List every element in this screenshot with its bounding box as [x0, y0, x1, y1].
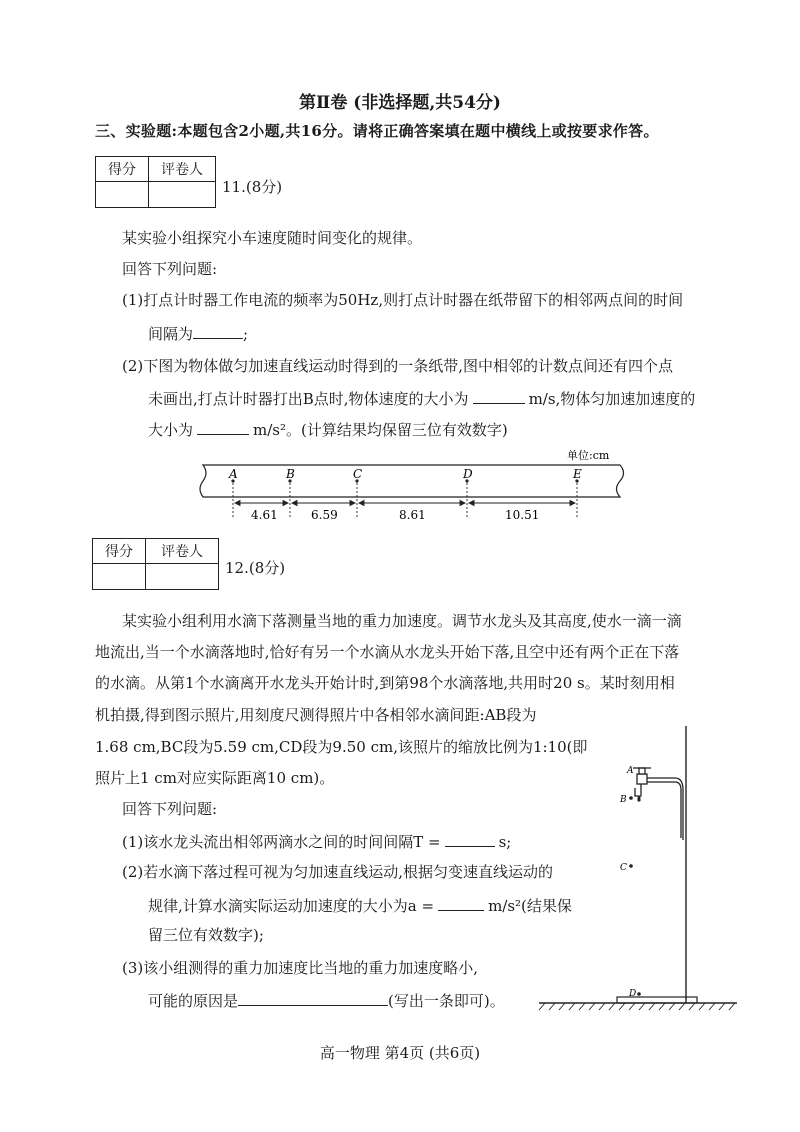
paper-tape-figure	[195, 445, 635, 525]
drop-label-b: B	[620, 795, 627, 805]
drop-label-d: D	[629, 989, 637, 999]
q11-sub1-text: 间隔为	[148, 325, 194, 343]
q11-answer-3-blank[interactable]	[197, 418, 249, 435]
ground-hatch	[539, 1003, 735, 1010]
q12-sub1-unit: s;	[498, 833, 512, 851]
q12-answer-2-blank[interactable]	[438, 894, 484, 911]
q11-prompt: 回答下列问题:	[122, 260, 218, 278]
q12-para-line3: 的水滴。从第1个水滴离开水龙头开始计时,到第98个水滴落地,共用时20 s。某时刻用相	[95, 674, 675, 692]
q11-answer-1-blank[interactable]	[193, 322, 243, 339]
page-footer: 高一物理 第4页 (共6页)	[319, 1044, 481, 1062]
grader-cell[interactable]	[149, 182, 216, 208]
score-box-q11	[95, 156, 216, 208]
drop-d	[637, 992, 641, 996]
q11-sub1-end: ;	[243, 325, 249, 343]
q12-sub2-unit: m/s²(结果保	[488, 897, 572, 915]
q11-sub1-line1: (1)打点计时器工作电流的频率为50Hz,则打点计时器在纸带留下的相邻两点间的时间	[122, 291, 684, 309]
tape-label-a: A	[229, 467, 238, 481]
grader-label: 评卷人	[146, 539, 219, 564]
q12-sub2-text: 规律,计算水滴实际运动加速度的大小为a =	[148, 897, 435, 915]
q12-sub2-line2	[148, 894, 572, 916]
q12-sub1-text: (1)该水龙头流出相邻两滴水之间的时间间隔T =	[122, 833, 441, 851]
q12-para-line1: 某实验小组利用水滴下落测量当地的重力加速度。调节水龙头及其高度,使水一滴一滴	[122, 612, 682, 630]
tape-distance-ab: 4.61	[251, 508, 278, 522]
q12-number: 12.(8分)	[225, 559, 286, 577]
drop-a-edge	[638, 797, 641, 800]
q11-sub2-text: 未画出,打点计时器打出B点时,物体速度的大小为	[148, 390, 469, 408]
score-cell[interactable]	[96, 182, 149, 208]
q11-number: 11.(8分)	[222, 178, 283, 196]
q12-sub2-line3: 留三位有效数字);	[148, 926, 264, 944]
q11-sub2-line1: (2)下图为物体做匀加速直线运动时得到的一条纸带,图中相邻的计数点间还有四个点	[122, 357, 674, 375]
q12-prompt: 回答下列问题:	[122, 800, 218, 818]
section-header: 三、实验题:本题包含2小题,共16分。请将正确答案填在题中横线上或按要求作答。	[95, 122, 659, 140]
q11-sub2-unit3: m/s²。(计算结果均保留三位有效数字)	[253, 421, 508, 439]
drop-b	[629, 796, 633, 800]
grader-cell[interactable]	[146, 564, 219, 590]
score-label: 得分	[93, 539, 146, 564]
score-label: 得分	[96, 157, 149, 182]
tape-label-d: D	[463, 467, 473, 481]
tape-label-e: E	[573, 467, 582, 481]
q12-sub3-text: 可能的原因是	[148, 992, 239, 1010]
q12-sub3-line2	[148, 989, 505, 1011]
drop-label-a: A	[627, 766, 634, 776]
score-box-q12	[92, 538, 219, 590]
q11-intro: 某实验小组探究小车速度随时间变化的规律。	[122, 229, 423, 247]
tape-label-c: C	[353, 467, 363, 481]
q11-sub1-line2	[148, 322, 248, 344]
q12-answer-3-blank[interactable]	[238, 989, 388, 1006]
tape-dimension-arrows	[235, 501, 575, 506]
q12-para-line6: 照片上1 cm对应实际距离10 cm)。	[95, 769, 335, 787]
drop-c	[629, 864, 633, 868]
grader-label: 评卷人	[149, 157, 216, 182]
q11-sub2-unit: m/s,物体匀加速加速度的	[528, 390, 696, 408]
tape-distance-bc: 6.59	[311, 508, 338, 522]
tape-outline	[200, 465, 624, 497]
faucet-icon	[633, 768, 683, 840]
tape-unit-label: 单位:cm	[567, 449, 610, 462]
drop-label-c: C	[620, 863, 627, 873]
tape-label-b: B	[286, 467, 295, 481]
q11-sub2-line2	[148, 387, 695, 409]
q12-para-line5: 1.68 cm,BC段为5.59 cm,CD段为9.50 cm,该照片的缩放比例为1:10(即	[95, 738, 588, 756]
q11-answer-2-blank[interactable]	[473, 387, 525, 404]
tape-distance-de: 10.51	[505, 508, 540, 522]
faucet-drops-figure	[535, 718, 740, 1018]
score-cell[interactable]	[93, 564, 146, 590]
q12-sub3-hint: (写出一条即可)。	[388, 992, 505, 1010]
tape-distance-cd: 8.61	[399, 508, 426, 522]
part-title: 第Ⅱ卷 (非选择题,共54分)	[299, 93, 501, 113]
q12-sub2-line1: (2)若水滴下落过程可视为匀加速直线运动,根据匀变速直线运动的	[122, 863, 554, 881]
tape-points	[231, 479, 578, 482]
q12-sub3-line1: (3)该小组测得的重力加速度比当地的重力加速度略小,	[122, 959, 479, 977]
q12-para-line2: 地流出,当一个水滴落地时,恰好有另一个水滴从水龙头开始下落,且空中还有两个正在下落	[95, 643, 680, 661]
q11-sub2-line3	[148, 418, 508, 440]
q12-para-line4: 机拍摄,得到图示照片,用刻度尺测得照片中各相邻水滴间距:AB段为	[95, 706, 537, 724]
q11-sub2-text3: 大小为	[148, 421, 194, 439]
q12-answer-1-blank[interactable]	[445, 830, 495, 847]
q12-sub1	[122, 830, 511, 852]
